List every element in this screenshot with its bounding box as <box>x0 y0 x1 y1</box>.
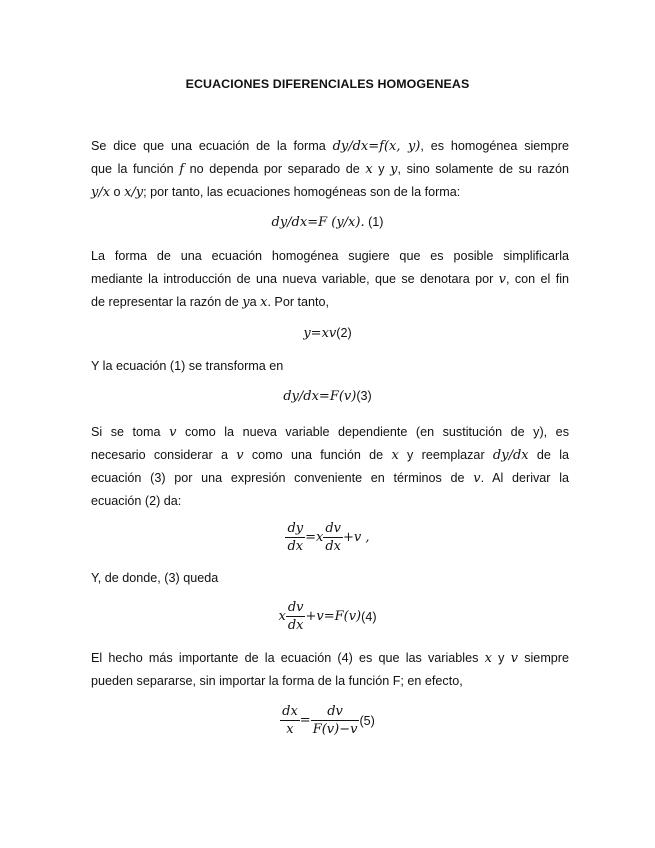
equation-3: dy/dx=F(v)(3) <box>283 389 372 404</box>
text-line: El hecho más importante de la ecuación (4) es que las variables x y v siempre <box>91 651 570 666</box>
math-inline: y/x <box>91 185 111 200</box>
fraction: $\frac{dv}{F(v)-v}$ <box>312 704 358 737</box>
equation-4: x $\frac{dv}{dx}$ +v=F(v)(4) <box>278 600 377 633</box>
math-inline: y <box>242 295 250 310</box>
math-inline: dy/dx <box>492 448 529 463</box>
math-inline: x <box>260 295 268 310</box>
paragraph-substitution <box>91 245 569 314</box>
text-line: ecuación (2) da: <box>91 494 182 508</box>
math-inline: x <box>365 162 373 177</box>
text-line: Si se toma v como la nueva variable dependiente (en sustitución de y), es <box>91 425 569 440</box>
text-line: Y la ecuación (1) se transforma en <box>91 359 284 373</box>
text-line: necesario considerar a v como una función de x y reemplazar dy/dx de la <box>91 448 569 463</box>
fraction: $\frac{dy}{dx}$ <box>287 521 304 554</box>
text-line: que la función f no dependa por separado de x y y, sino solamente de su razón <box>91 162 569 177</box>
paragraph-separation <box>91 647 569 693</box>
math-inline: v <box>498 272 507 287</box>
paragraph-dependent-variable <box>91 421 569 513</box>
math-inline: v <box>169 425 177 440</box>
fraction: $\frac{dv}{dx}$ <box>325 521 342 554</box>
math-inline: x <box>484 651 492 666</box>
text-line: pueden separarse, sin importar la forma de la función F; en efecto, <box>91 674 463 688</box>
fraction: $\frac{dx}{x}$ <box>282 704 298 737</box>
text-line: de representar la razón de ya x. Por tanto, <box>91 295 330 310</box>
equation-2: y=xv(2) <box>303 326 352 341</box>
math-inline: x/y <box>124 185 144 200</box>
fraction: $\frac{dv}{dx}$ <box>287 600 304 633</box>
text-line: mediante la introducción de una nueva variable, que se denotara por v, con el fin <box>91 272 570 287</box>
text-line: ecuación (3) por una expresión conveniente en términos de v. Al derivar la <box>91 471 569 486</box>
text-line: La forma de una ecuación homogénea sugiere que es posible simplificarla <box>91 249 569 263</box>
math-inline: v <box>510 651 519 666</box>
paragraph-transform <box>91 355 569 378</box>
math-inline: f <box>179 162 185 177</box>
document-title: ECUACIONES DIFERENCIALES HOMOGENEAS <box>185 77 470 91</box>
text-line: y/x o x/y; por tanto, las ecuaciones homogéneas son de la forma: <box>91 185 461 200</box>
paragraph-result <box>91 567 569 590</box>
math-inline: v <box>473 471 481 486</box>
math-inline: dy/dx=f(x, y) <box>332 139 421 154</box>
equation-1: dy/dx=F (y/x). (1) <box>271 215 384 230</box>
paragraph-definition <box>91 135 569 204</box>
math-inline: x <box>391 448 399 463</box>
equation-5: $\frac{dx}{x}$ = $\frac{dv}{F(v)-v}$ (5) <box>282 704 375 737</box>
math-inline: y <box>390 162 398 177</box>
text-line: Se dice que una ecuación de la forma dy/dx=f(x, y), es homogénea siempre <box>91 139 569 154</box>
math-inline: v <box>236 448 244 463</box>
text-line: Y, de donde, (3) queda <box>91 571 219 585</box>
equation-derivative: $\frac{dy}{dx}$ =x $\frac{dv}{dx}$ +v , <box>287 521 370 554</box>
